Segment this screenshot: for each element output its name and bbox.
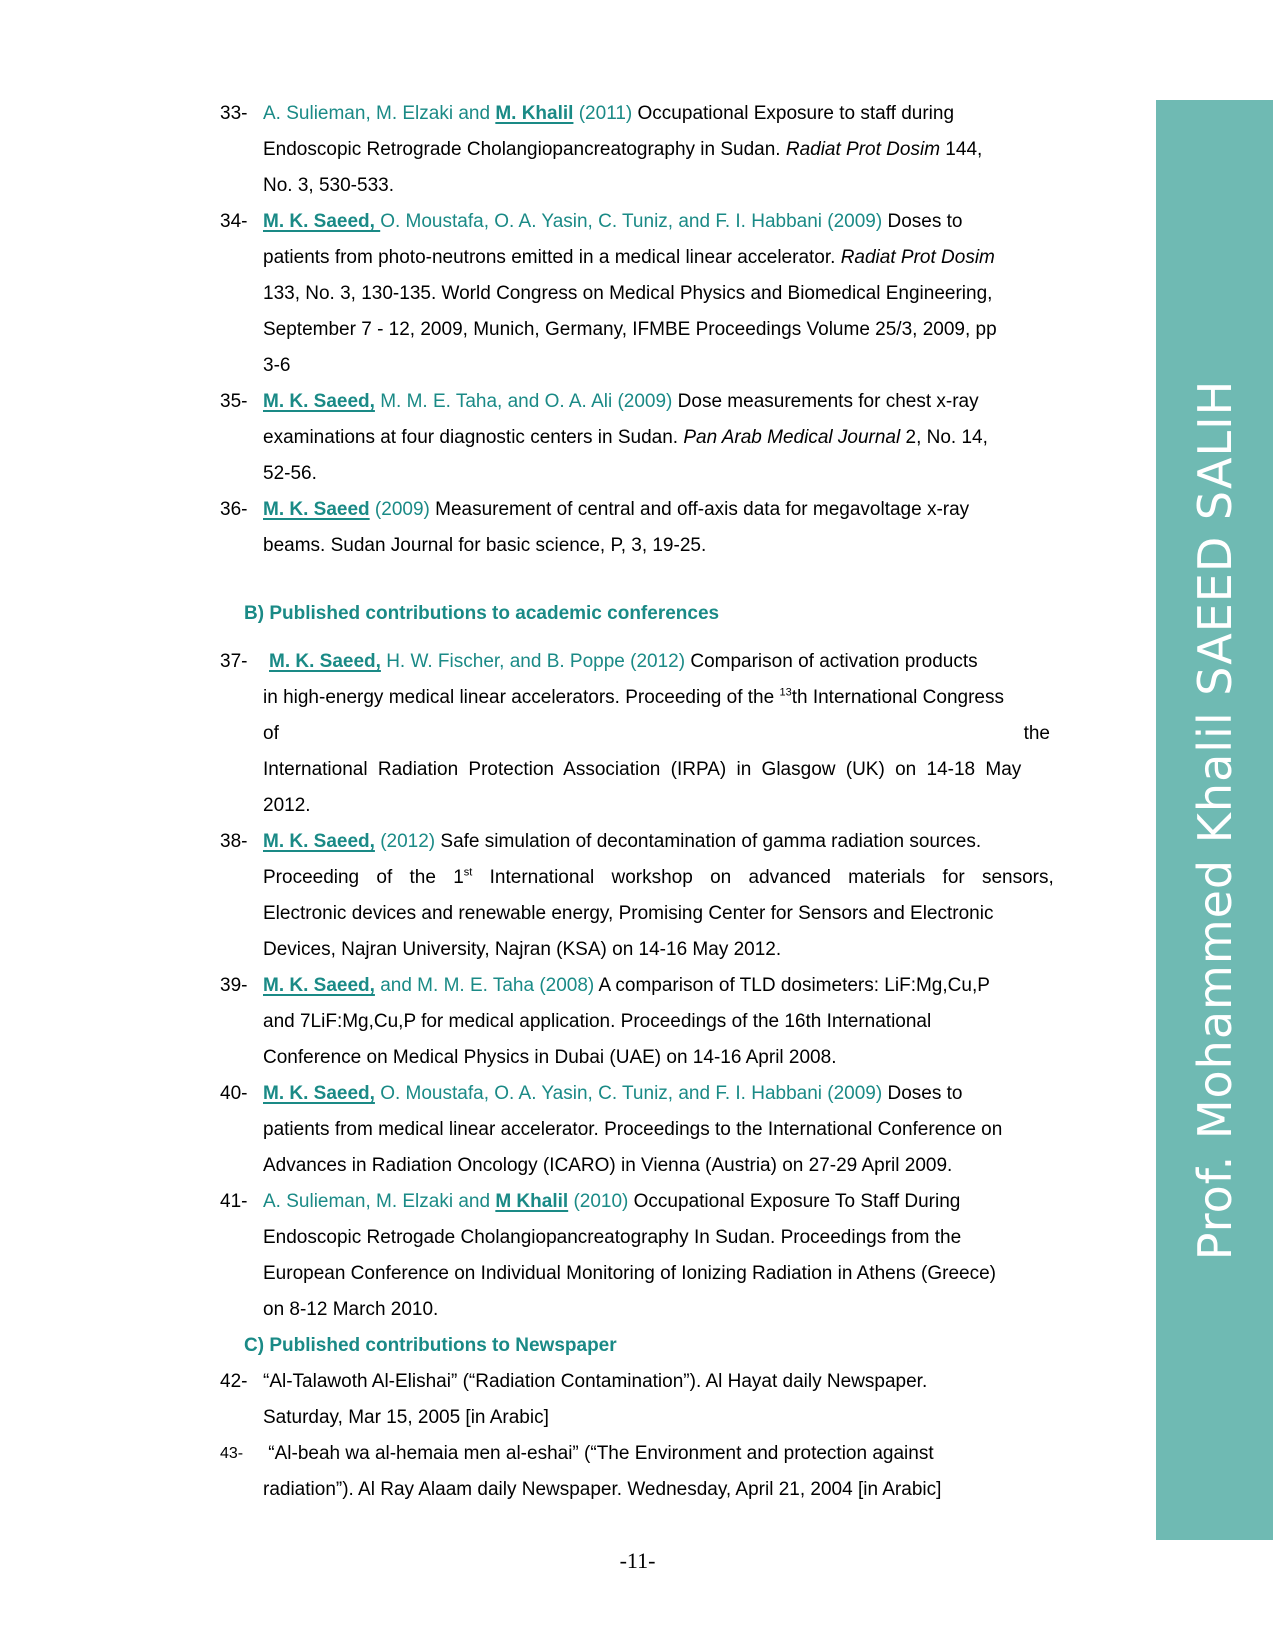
title-cont: International workshop on advanced materials for sensors, (472, 867, 1054, 888)
title: Comparison of activation products (685, 651, 978, 672)
title-cont: examinations at four diagnostic centers in Sudan. (263, 427, 684, 448)
title: Measurement of central and off-axis data for megavoltage x-ray (429, 499, 970, 520)
highlighted-author: M. K. Saeed, (263, 391, 375, 412)
highlighted-author: M Khalil (495, 1191, 569, 1212)
entry-number: 34- (220, 211, 248, 232)
year: (2011) (573, 103, 633, 124)
publication-entry-43 (220, 1436, 1090, 1508)
title-cont: th International Congress (791, 687, 1004, 708)
title-cont: Proceeding of the 1 (263, 867, 464, 888)
title-cont: Endoscopic Retrograde Cholangiopancreatography in Sudan. (263, 139, 786, 160)
pages: No. 3, 530-533. (263, 175, 394, 196)
details: European Conference on Individual Monitoring of Ionizing Radiation in Athens (Greece) (263, 1263, 997, 1284)
publication-entry-38 (220, 824, 1090, 968)
volume: 144, (940, 139, 983, 160)
details: 3-6 (263, 355, 291, 376)
volume: 2, No. 14, (900, 427, 988, 448)
publication-entry-36 (220, 492, 1090, 564)
highlighted-author: M. K. Saeed, (263, 975, 375, 996)
details: patients from medical linear accelerator. Proceedings to the International Conference on (263, 1119, 1003, 1140)
highlighted-author: M. K. Saeed, (263, 211, 381, 232)
title: Safe simulation of decontamination of gamma radiation sources. (435, 831, 982, 852)
title-cont: patients from photo-neutrons emitted in a medical linear accelerator. (263, 247, 841, 268)
title: Doses to (882, 1083, 963, 1104)
publication-entry-33 (220, 96, 1090, 204)
entry-number: 42- (220, 1371, 248, 1392)
text: the (1023, 723, 1050, 744)
publication-list (220, 96, 1090, 1508)
details: Saturday, Mar 15, 2005 [in Arabic] (263, 1407, 549, 1428)
entry-number: 37- (220, 651, 248, 672)
details: Devices, Najran University, Najran (KSA) on 14-16 May 2012. (263, 939, 782, 960)
title: Dose measurements for chest x-ray (672, 391, 979, 412)
publication-entry-37 (220, 644, 1090, 824)
details: on 8-12 March 2010. (263, 1299, 439, 1320)
entry-number: 41- (220, 1191, 248, 1212)
sidebar-name: Prof. Mohammed Khalil SAEED SALIH (1187, 379, 1242, 1261)
year: (2009) (369, 499, 430, 520)
superscript: st (463, 866, 473, 879)
entry-number: 36- (220, 499, 248, 520)
details: 133, No. 3, 130-135. World Congress on Medical Physics and Biomedical Engineering, (263, 283, 993, 304)
sidebar-banner (1156, 100, 1273, 1540)
entry-number: 43- (220, 1445, 244, 1462)
authors: O. Moustafa, O. A. Yasin, C. Tuniz, and F. I. Habbani (2009) (374, 1083, 883, 1104)
year: (2012) (374, 831, 436, 852)
authors: A. Sulieman, M. Elzaki and (263, 103, 496, 124)
authors: A. Sulieman, M. Elzaki and (263, 1191, 496, 1212)
journal: Radiat Prot Dosim (840, 247, 995, 268)
page-number: -11- (619, 1548, 656, 1573)
authors: and M. M. E. Taha (2008) (374, 975, 595, 996)
authors: O. Moustafa, O. A. Yasin, C. Tuniz, and F. I. Habbani (2009) (380, 211, 883, 232)
publication-entry-34 (220, 204, 1090, 384)
details: Endoscopic Retrogade Cholangiopancreatography In Sudan. Proceedings from the (263, 1227, 962, 1248)
entry-number: 33- (220, 103, 248, 124)
journal: Radiat Prot Dosim (785, 139, 941, 160)
publication-entry-42 (220, 1364, 1090, 1436)
superscript: 13 (779, 686, 792, 699)
title: Occupational Exposure To Staff During (628, 1191, 961, 1212)
title: “Al-Talawoth Al-Elishai” (“Radiation Contamination”). Al Hayat daily Newspaper. (263, 1371, 928, 1392)
publication-entry-35 (220, 384, 1090, 492)
entry-number: 35- (220, 391, 248, 412)
year: (2010) (568, 1191, 629, 1212)
title: “Al-beah wa al-hemaia men al-eshai” (“The Environment and protection against (263, 1443, 934, 1464)
entry-number: 40- (220, 1083, 248, 1104)
highlighted-author: M. K. Saeed, (269, 651, 381, 672)
authors: M. M. E. Taha, and O. A. Ali (2009) (374, 391, 673, 412)
entry-number: 39- (220, 975, 248, 996)
title: Doses to (882, 211, 963, 232)
details: and 7LiF:Mg,Cu,P for medical application. Proceedings of the 16th International (263, 1011, 932, 1032)
authors: H. W. Fischer, and B. Poppe (2012) (380, 651, 686, 672)
details: Electronic devices and renewable energy, Promising Center for Sensors and Electronic (263, 903, 994, 924)
highlighted-author: M. Khalil (495, 103, 574, 124)
highlighted-author: M. K. Saeed (263, 499, 370, 520)
entry-number: 38- (220, 831, 248, 852)
details: radiation”). Al Ray Alaam daily Newspaper. Wednesday, April 21, 2004 [in Arabic] (263, 1479, 942, 1500)
title: Occupational Exposure to staff during (632, 103, 955, 124)
journal: Pan Arab Medical Journal (683, 427, 901, 448)
details: September 7 - 12, 2009, Munich, Germany, IFMBE Proceedings Volume 25/3, 2009, pp (263, 319, 997, 340)
highlighted-author: M. K. Saeed, (263, 831, 375, 852)
text: of (263, 723, 279, 744)
details: beams. Sudan Journal for basic science, P, 3, 19-25. (263, 535, 707, 556)
details: International Radiation Protection Association (IRPA) in Glasgow (UK) on 14-18 May (263, 759, 1022, 780)
title-cont: in high-energy medical linear accelerators. Proceeding of the (263, 687, 780, 708)
details: 2012. (263, 795, 311, 816)
details: Advances in Radiation Oncology (ICARO) in Vienna (Austria) on 27-29 April 2009. (263, 1155, 953, 1176)
highlighted-author: M. K. Saeed, (263, 1083, 375, 1104)
details: Conference on Medical Physics in Dubai (UAE) on 14-16 April 2008. (263, 1047, 837, 1068)
pages: 52-56. (263, 463, 317, 484)
publication-entry-41 (220, 1184, 1090, 1328)
section-heading-conferences: B) Published contributions to academic conferences (244, 603, 720, 624)
publication-entry-40 (220, 1076, 1090, 1184)
title: A comparison of TLD dosimeters: LiF:Mg,Cu,P (594, 975, 990, 996)
publication-entry-39 (220, 968, 1090, 1076)
section-heading-newspaper: C) Published contributions to Newspaper (244, 1335, 617, 1356)
